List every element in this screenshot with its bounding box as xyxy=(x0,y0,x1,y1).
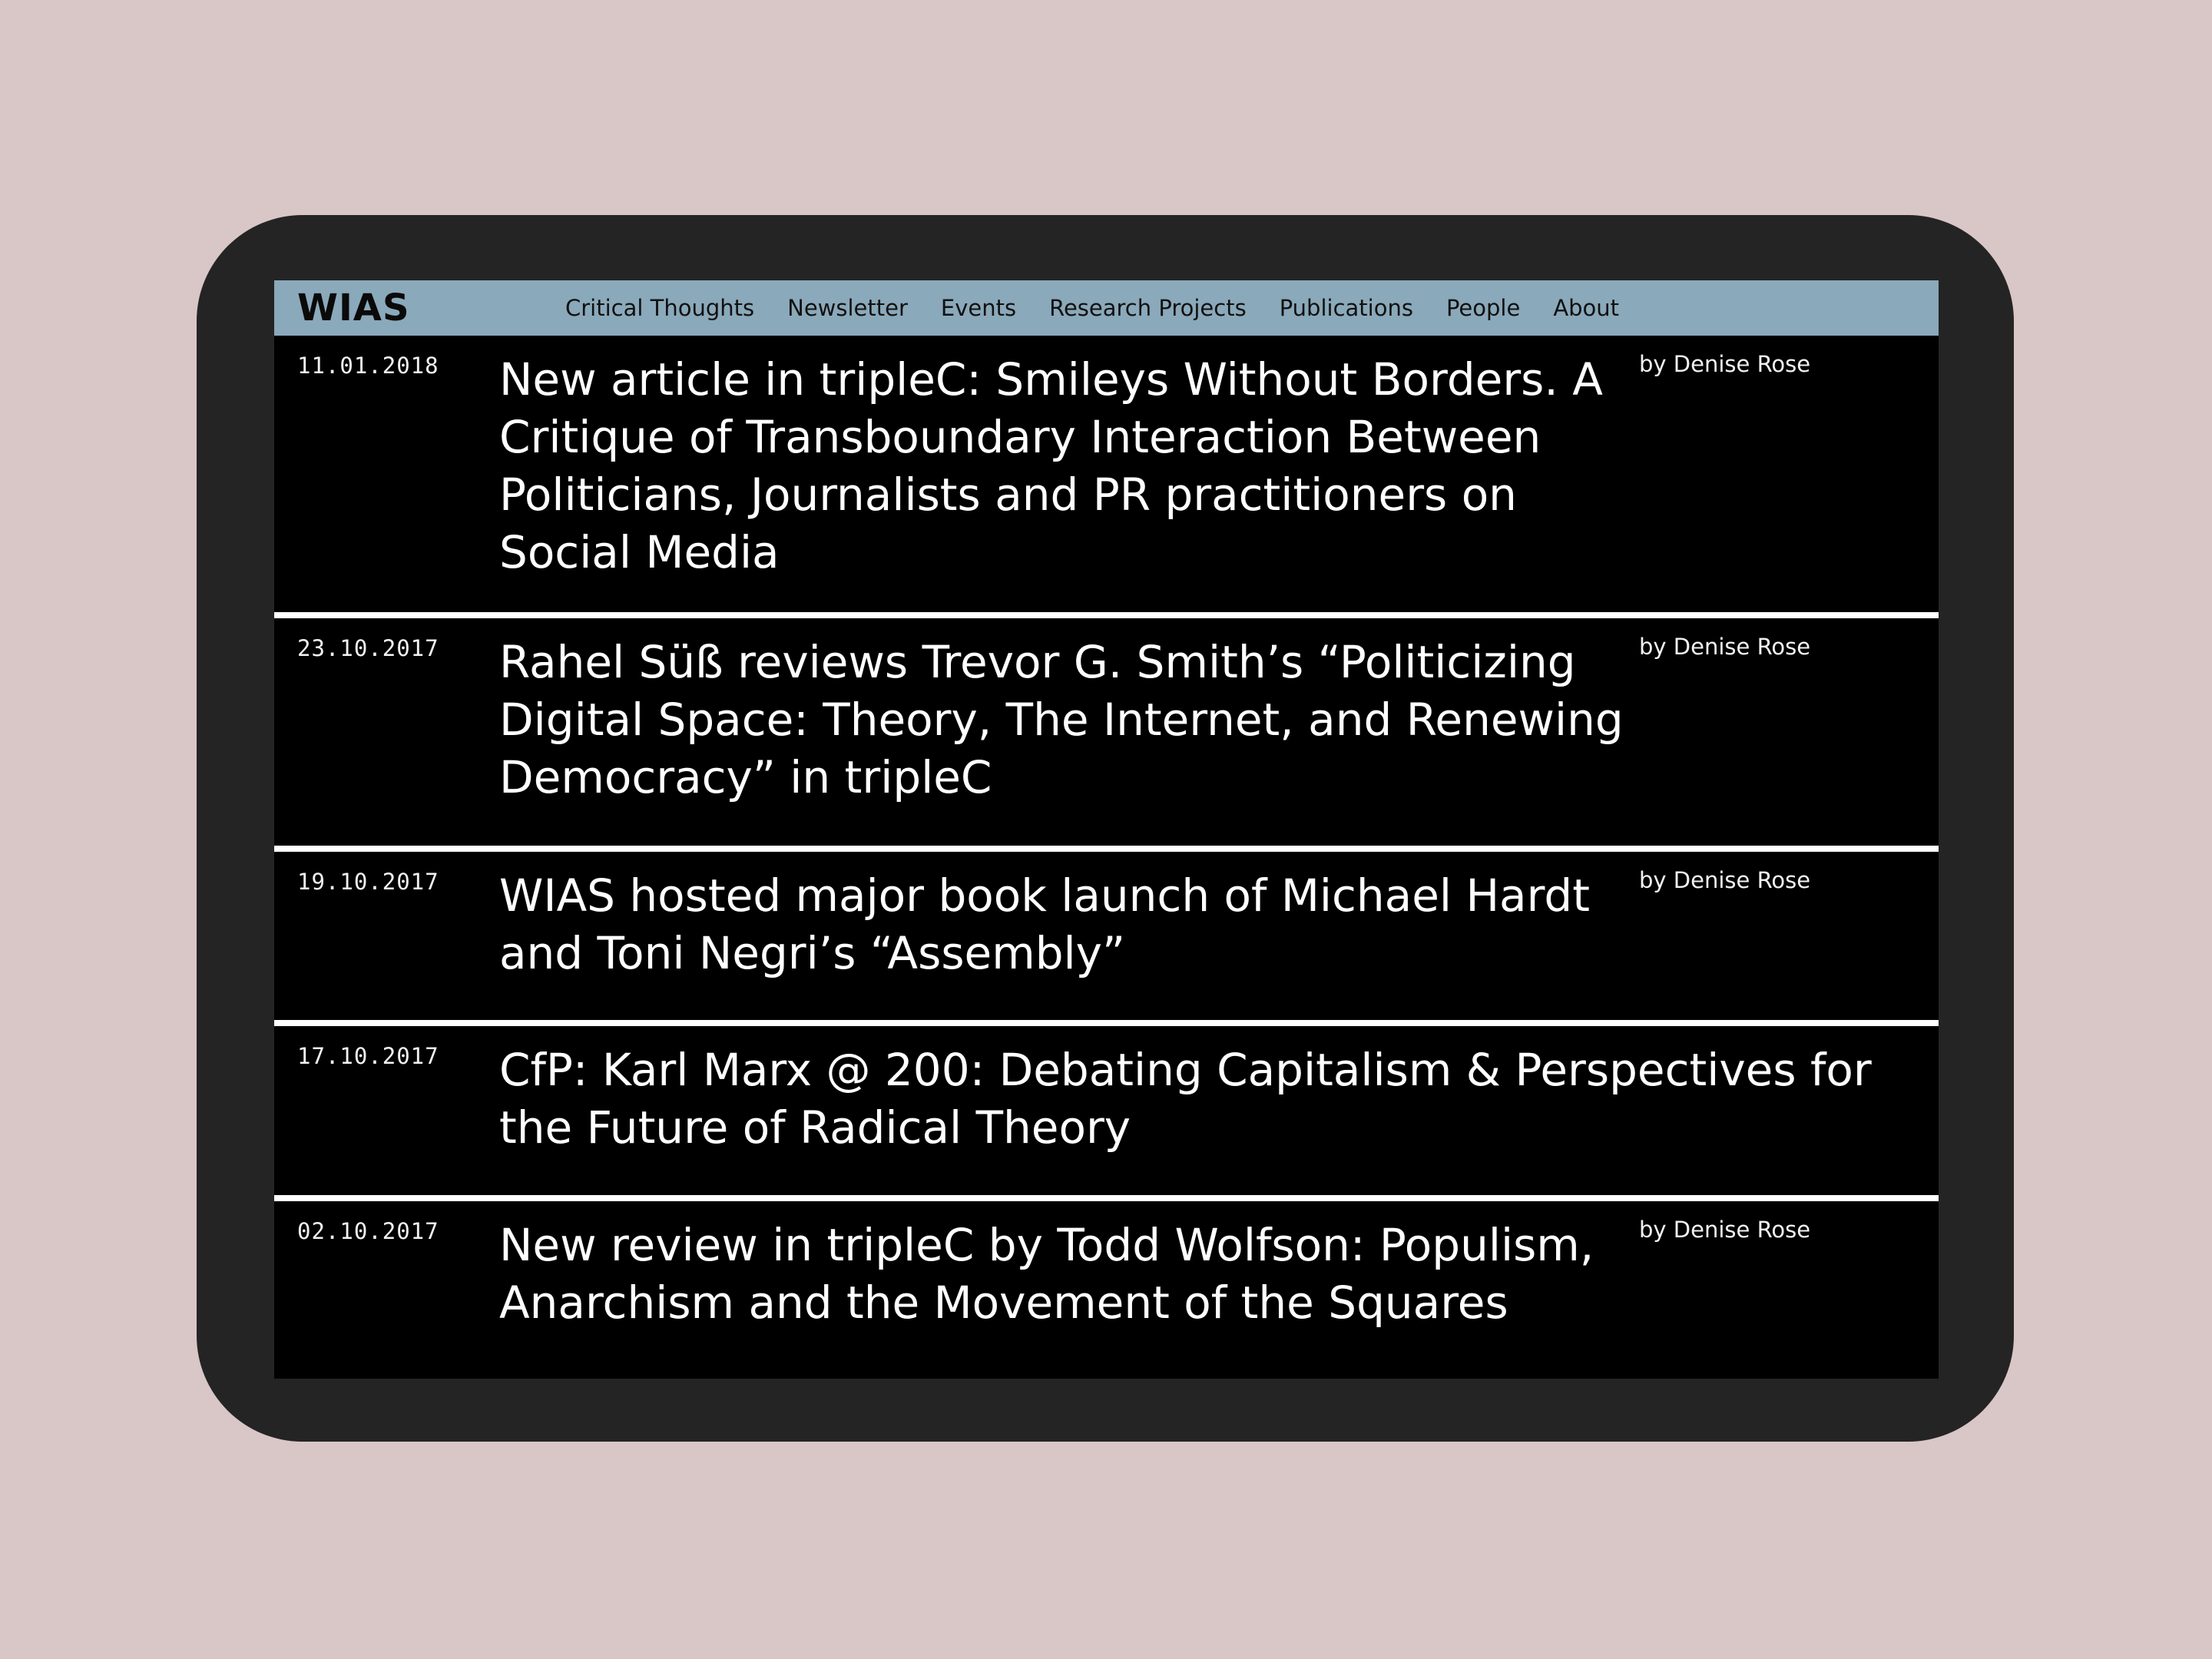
site-logo[interactable]: WIAS xyxy=(297,286,410,329)
article-date: 23.10.2017 xyxy=(297,635,439,661)
article-title[interactable]: WIAS hosted major book launch of Michael Hardt and Toni Negri’s “Assembly” xyxy=(499,869,1590,979)
article-title[interactable]: New review in tripleC by Todd Wolfson: Populism, Anarchism and the Movement of the Squares xyxy=(499,1219,1594,1329)
article-date: 17.10.2017 xyxy=(297,1043,439,1069)
nav-item-critical-thoughts[interactable]: Critical Thoughts xyxy=(565,295,755,321)
top-navbar xyxy=(274,280,1939,336)
nav-item-about[interactable]: About xyxy=(1553,295,1620,321)
nav-item-events[interactable]: Events xyxy=(940,295,1017,321)
article-date: 02.10.2017 xyxy=(297,1218,439,1244)
nav-menu xyxy=(565,280,1652,336)
article-list xyxy=(274,336,1939,1379)
article-date: 19.10.2017 xyxy=(297,869,439,895)
article-title[interactable]: Rahel Süß reviews Trevor G. Smith’s “Politicizing Digital Space: Theory, The Internet, and Renewing Democracy” in tripleC xyxy=(499,636,1624,803)
article-item xyxy=(274,618,1939,852)
article-date: 11.01.2018 xyxy=(297,353,439,379)
nav-item-newsletter[interactable]: Newsletter xyxy=(787,295,908,321)
nav-item-research-projects[interactable]: Research Projects xyxy=(1049,295,1247,321)
article-author[interactable]: by Denise Rose xyxy=(1639,867,1811,893)
nav-item-people[interactable]: People xyxy=(1445,295,1521,321)
article-item xyxy=(274,852,1939,1026)
article-author[interactable]: by Denise Rose xyxy=(1639,634,1811,660)
article-item xyxy=(274,1201,1939,1379)
article-title[interactable]: CfP: Karl Marx @ 200: Debating Capitalism & Perspectives for the Future of Radical Theory xyxy=(499,1044,1872,1154)
article-author[interactable]: by Denise Rose xyxy=(1639,351,1811,377)
nav-item-publications[interactable]: Publications xyxy=(1279,295,1413,321)
screen xyxy=(274,280,1939,1379)
article-author[interactable]: by Denise Rose xyxy=(1639,1217,1811,1243)
article-title[interactable]: New article in tripleC: Smileys Without Borders. A Critique of Transboundary Interaction Between Politicians, Journalists and PR practitioners on Social Media xyxy=(499,353,1603,578)
article-item xyxy=(274,336,1939,618)
article-item xyxy=(274,1026,1939,1201)
